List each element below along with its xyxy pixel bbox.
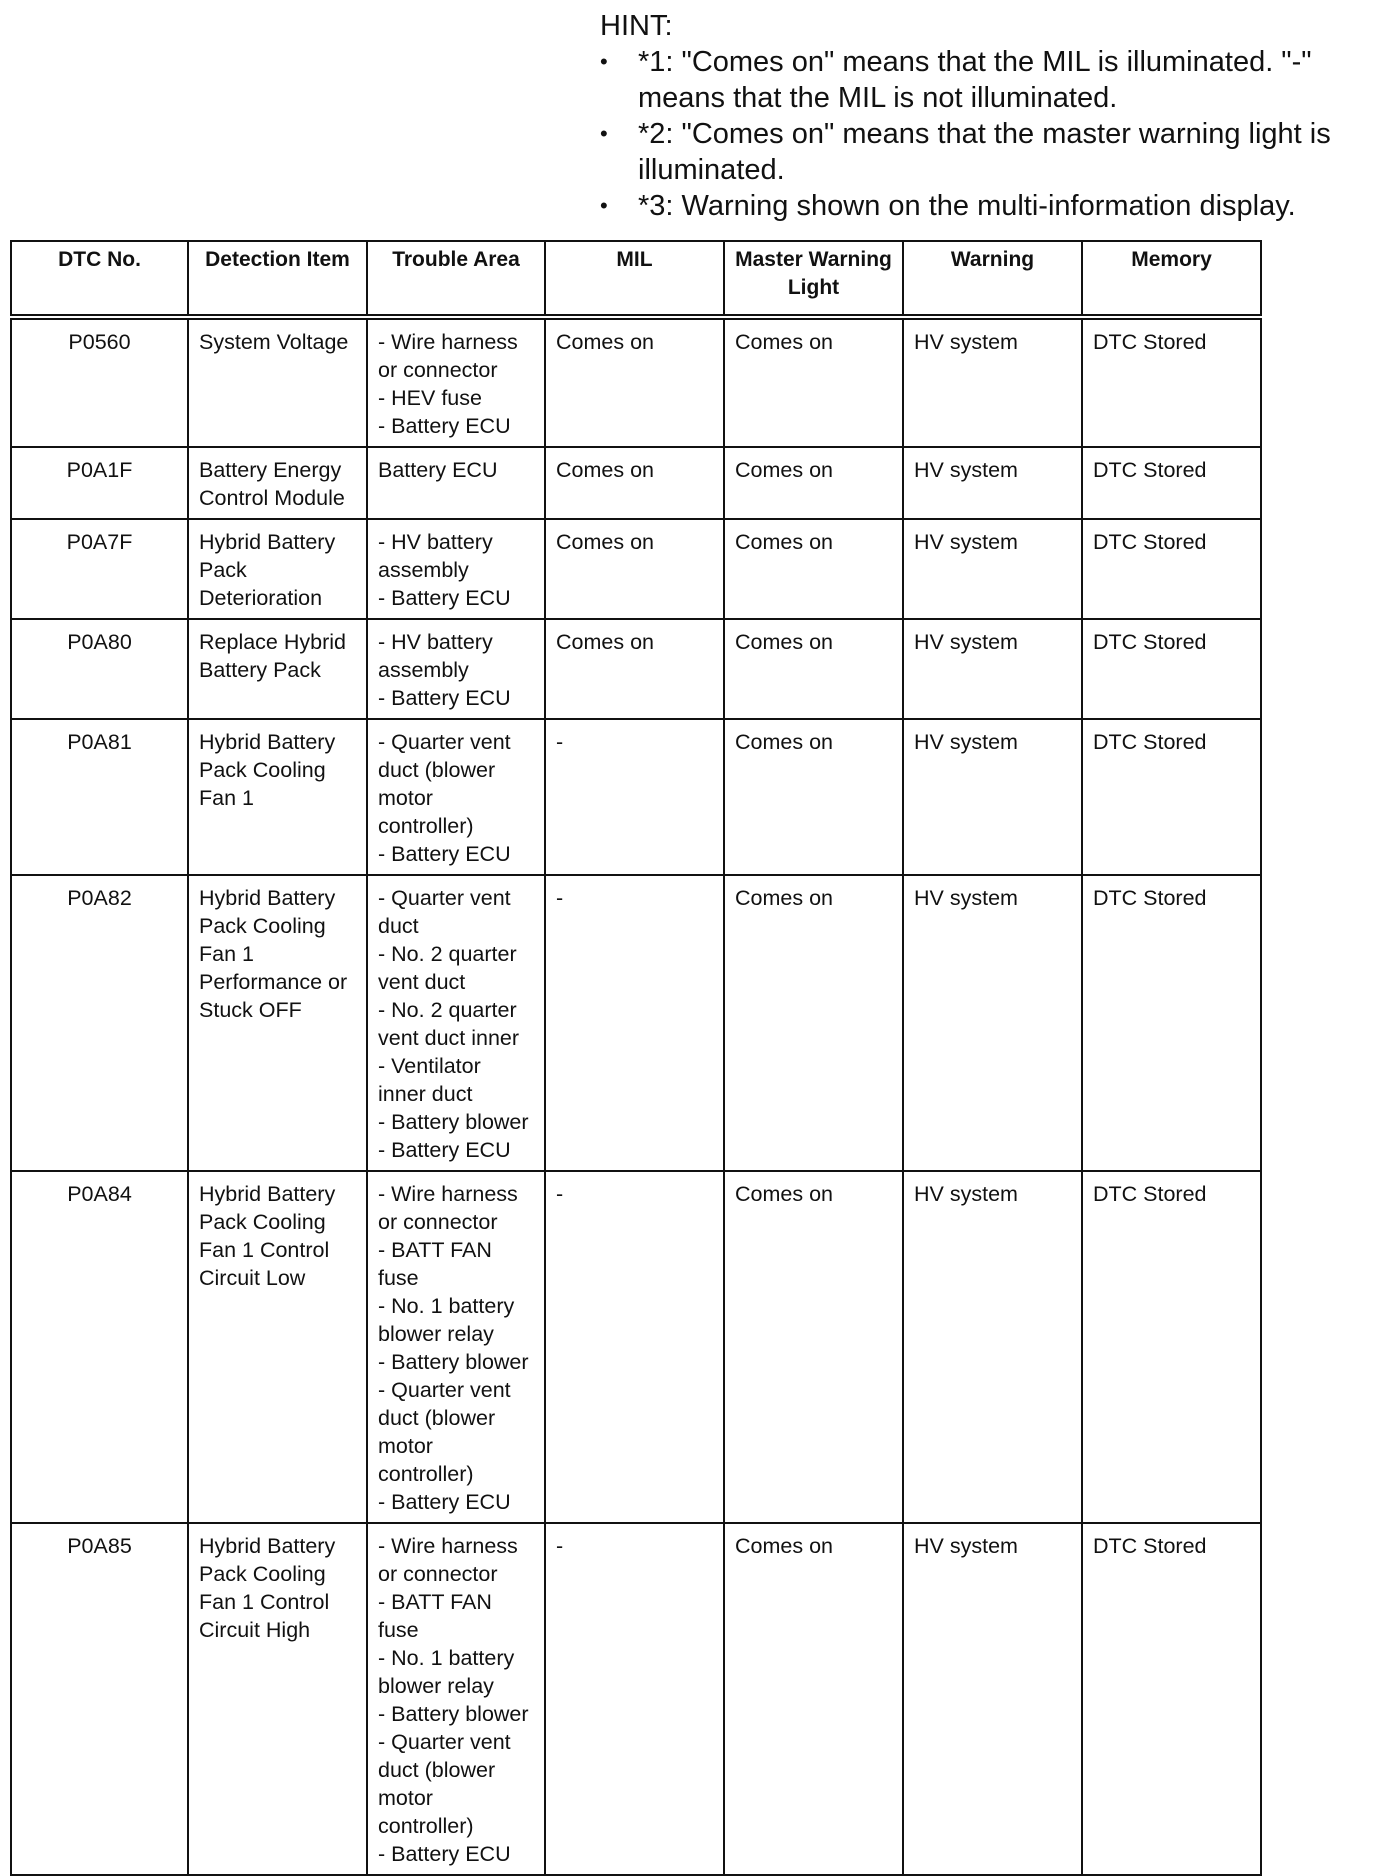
bullet-icon: • (600, 193, 608, 218)
cell-warning: HV system (903, 619, 1082, 719)
cell-master-warning-light: Comes on (724, 875, 903, 1171)
cell-trouble-area-line: - Battery blower (378, 1350, 529, 1374)
cell-trouble-area-line: - Ventilator inner duct (378, 1054, 481, 1106)
cell-trouble-area-line: - HV battery assembly (378, 530, 493, 582)
cell-memory: DTC Stored (1082, 447, 1261, 519)
cell-detection-item-line: Hybrid Battery Pack Deterioration (199, 530, 336, 610)
hint-item (600, 188, 1380, 224)
table-row (11, 619, 1261, 719)
cell-memory: DTC Stored (1082, 1523, 1261, 1875)
cell-detection-item (188, 1171, 367, 1523)
header-warning: Warning (903, 241, 1082, 317)
cell-trouble-area (367, 519, 545, 619)
cell-trouble-area (367, 317, 545, 447)
cell-warning: HV system (903, 1523, 1082, 1875)
cell-detection-item (188, 1523, 367, 1875)
cell-trouble-area-line: - Quarter vent duct (blower motor controller) (378, 1378, 511, 1486)
cell-mil: Comes on (545, 317, 724, 447)
cell-detection-item (188, 317, 367, 447)
cell-detection-item (188, 719, 367, 875)
hint-item-text: *1: "Comes on" means that the MIL is illuminated. "-" means that the MIL is not illuminated. (638, 46, 1312, 114)
cell-trouble-area-line: - Quarter vent duct (378, 886, 511, 938)
cell-detection-item-line: Hybrid Battery Pack Cooling Fan 1 Control Circuit Low (199, 1182, 336, 1290)
cell-mil: - (545, 1171, 724, 1523)
cell-trouble-area (367, 1523, 545, 1875)
cell-trouble-area-line: - BATT FAN fuse (378, 1590, 492, 1642)
cell-trouble-area-line: Battery ECU (378, 458, 498, 482)
cell-master-warning-light: Comes on (724, 447, 903, 519)
cell-detection-item-line: Hybrid Battery Pack Cooling Fan 1 Performance or Stuck OFF (199, 886, 348, 1022)
header-mil: MIL (545, 241, 724, 317)
table-header-row (11, 241, 1261, 317)
cell-dtc-no: P0A1F (11, 447, 188, 519)
cell-detection-item (188, 875, 367, 1171)
cell-dtc-no: P0A82 (11, 875, 188, 1171)
cell-dtc-no: P0A84 (11, 1171, 188, 1523)
cell-detection-item-line: Hybrid Battery Pack Cooling Fan 1 Control Circuit High (199, 1534, 336, 1642)
table-row (11, 1523, 1261, 1875)
cell-trouble-area-line: - HV battery assembly (378, 630, 493, 682)
cell-trouble-area (367, 447, 545, 519)
cell-trouble-area-line: - Battery blower (378, 1702, 529, 1726)
cell-master-warning-light: Comes on (724, 719, 903, 875)
cell-dtc-no: P0A81 (11, 719, 188, 875)
cell-trouble-area-line: - Battery ECU (378, 842, 511, 866)
bullet-icon: • (600, 49, 608, 74)
cell-mil: - (545, 875, 724, 1171)
cell-warning: HV system (903, 1171, 1082, 1523)
header-detection-item: Detection Item (188, 241, 367, 317)
cell-dtc-no: P0A7F (11, 519, 188, 619)
cell-memory: DTC Stored (1082, 619, 1261, 719)
cell-trouble-area (367, 719, 545, 875)
table-row (11, 719, 1261, 875)
cell-detection-item (188, 519, 367, 619)
cell-master-warning-light: Comes on (724, 519, 903, 619)
cell-trouble-area-line: - HEV fuse (378, 386, 482, 410)
hint-list (600, 44, 1380, 224)
dtc-table (10, 240, 1262, 1876)
cell-detection-item-line: System Voltage (199, 330, 349, 354)
cell-mil: - (545, 719, 724, 875)
hint-item-text: *3: Warning shown on the multi-information display. (638, 190, 1296, 222)
cell-memory: DTC Stored (1082, 519, 1261, 619)
table-row (11, 1171, 1261, 1523)
cell-dtc-no: P0A85 (11, 1523, 188, 1875)
cell-master-warning-light: Comes on (724, 1523, 903, 1875)
cell-trouble-area-line: - Wire harness or connector (378, 1534, 518, 1586)
table-row (11, 317, 1261, 447)
cell-memory: DTC Stored (1082, 317, 1261, 447)
cell-detection-item (188, 447, 367, 519)
table-body (11, 317, 1261, 1875)
header-trouble-area: Trouble Area (367, 241, 545, 317)
cell-trouble-area-line: - Battery blower (378, 1110, 529, 1134)
cell-master-warning-light: Comes on (724, 1171, 903, 1523)
hint-item-text: *2: "Comes on" means that the master warning light is illuminated. (638, 118, 1331, 186)
hint-title: HINT: (600, 10, 673, 42)
cell-detection-item (188, 619, 367, 719)
header-master-warning-light: Master Warning Light (724, 241, 903, 317)
cell-trouble-area-line: - No. 1 battery blower relay (378, 1294, 515, 1346)
cell-detection-item-line: Hybrid Battery Pack Cooling Fan 1 (199, 730, 336, 810)
cell-memory: DTC Stored (1082, 719, 1261, 875)
hint-section (600, 8, 1380, 224)
table-row (11, 519, 1261, 619)
cell-trouble-area-line: - Wire harness or connector (378, 330, 518, 382)
header-memory: Memory (1082, 241, 1261, 317)
header-dtc-no: DTC No. (11, 241, 188, 317)
cell-trouble-area-line: - Wire harness or connector (378, 1182, 518, 1234)
cell-detection-item-line: Replace Hybrid Battery Pack (199, 630, 346, 682)
table-row (11, 447, 1261, 519)
cell-warning: HV system (903, 719, 1082, 875)
hint-item (600, 116, 1380, 188)
cell-detection-item-line: Battery Energy Control Module (199, 458, 345, 510)
cell-trouble-area-line: - Quarter vent duct (blower motor controller) (378, 730, 511, 838)
cell-memory: DTC Stored (1082, 875, 1261, 1171)
cell-mil: Comes on (545, 619, 724, 719)
cell-trouble-area-line: - Battery ECU (378, 1138, 511, 1162)
cell-trouble-area (367, 619, 545, 719)
cell-trouble-area-line: - Quarter vent duct (blower motor controller) (378, 1730, 511, 1838)
cell-trouble-area-line: - Battery ECU (378, 1490, 511, 1514)
cell-warning: HV system (903, 875, 1082, 1171)
cell-trouble-area-line: - No. 1 battery blower relay (378, 1646, 515, 1698)
cell-mil: - (545, 1523, 724, 1875)
cell-memory: DTC Stored (1082, 1171, 1261, 1523)
cell-trouble-area (367, 875, 545, 1171)
cell-master-warning-light: Comes on (724, 619, 903, 719)
cell-dtc-no: P0A80 (11, 619, 188, 719)
cell-trouble-area-line: - No. 2 quarter vent duct (378, 942, 517, 994)
cell-trouble-area-line: - Battery ECU (378, 686, 511, 710)
cell-trouble-area-line: - BATT FAN fuse (378, 1238, 492, 1290)
table-row (11, 875, 1261, 1171)
cell-trouble-area-line: - Battery ECU (378, 586, 511, 610)
cell-mil: Comes on (545, 519, 724, 619)
cell-trouble-area-line: - Battery ECU (378, 1842, 511, 1866)
hint-item (600, 44, 1380, 116)
cell-warning: HV system (903, 519, 1082, 619)
cell-trouble-area-line: - Battery ECU (378, 414, 511, 438)
cell-warning: HV system (903, 317, 1082, 447)
cell-mil: Comes on (545, 447, 724, 519)
cell-master-warning-light: Comes on (724, 317, 903, 447)
cell-dtc-no: P0560 (11, 317, 188, 447)
bullet-icon: • (600, 121, 608, 146)
cell-trouble-area-line: - No. 2 quarter vent duct inner (378, 998, 520, 1050)
cell-trouble-area (367, 1171, 545, 1523)
cell-warning: HV system (903, 447, 1082, 519)
